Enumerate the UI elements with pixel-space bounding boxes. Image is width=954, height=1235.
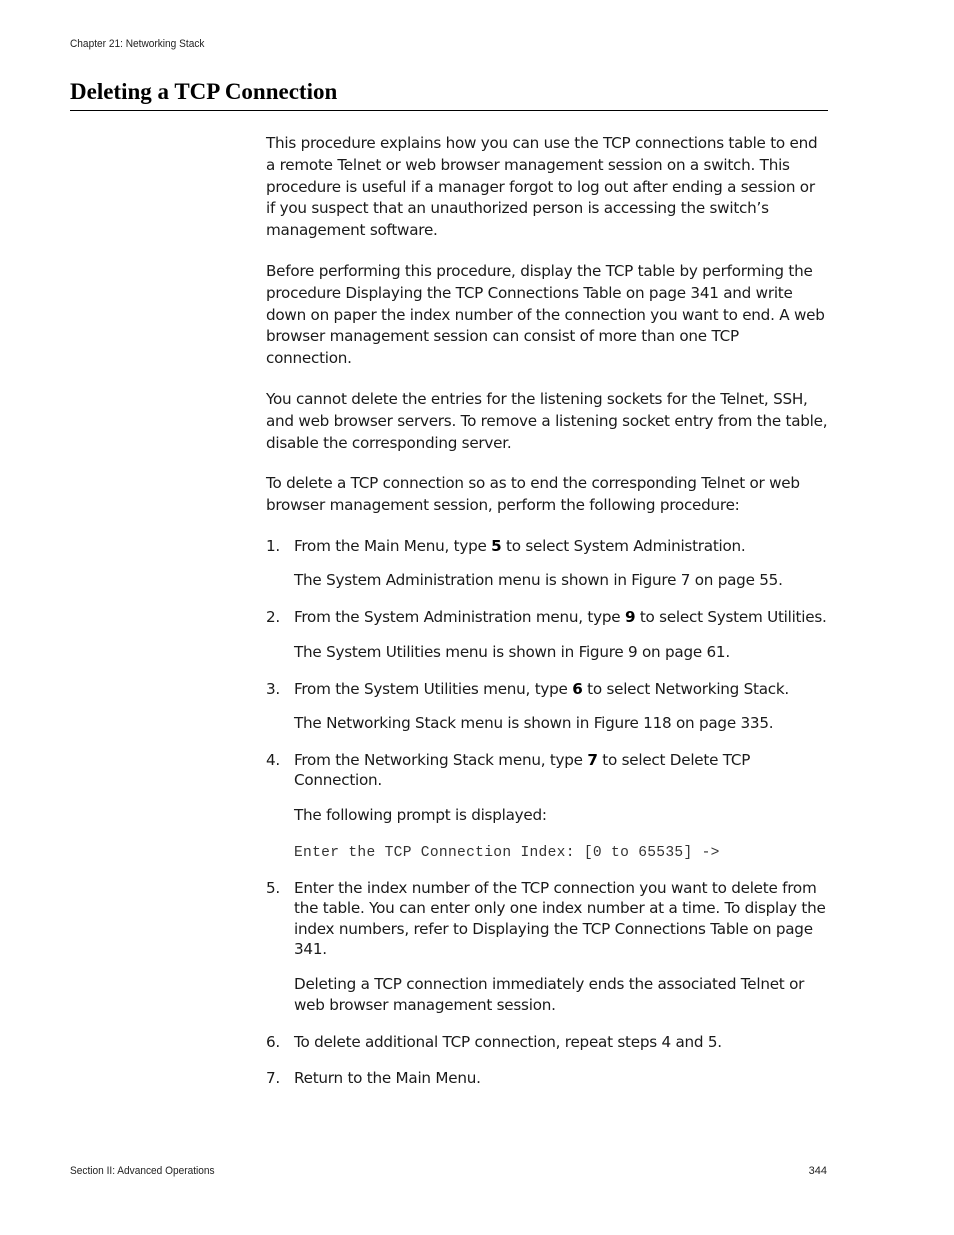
step-number: 1. — [266, 536, 280, 555]
step-6 — [266, 1032, 828, 1053]
step-note: The System Utilities menu is shown in Figure 9 on page 61. — [294, 642, 730, 661]
step-3 — [266, 679, 828, 735]
step-note: Deleting a TCP connection immediately ends the associated Telnet or web browser management session. — [294, 974, 805, 1015]
key-value: 9 — [624, 608, 636, 627]
running-header: Chapter 21: Networking Stack — [70, 38, 205, 50]
paragraph-procedure-intro: To delete a TCP connection so as to end the corresponding Telnet or web browser management session, perform the following procedure: — [266, 474, 800, 515]
main-content — [266, 133, 828, 1103]
page-number: 344 — [808, 1165, 827, 1177]
step-number: 6. — [266, 1033, 280, 1052]
step-2 — [266, 607, 828, 663]
step-text: Return to the Main Menu. — [294, 1068, 481, 1087]
step-number: 5. — [266, 878, 280, 897]
step-5 — [266, 878, 828, 1018]
step-number: 3. — [266, 679, 280, 698]
key-value: 7 — [587, 750, 598, 769]
step-text: To delete additional TCP connection, repeat steps 4 and 5. — [294, 1033, 722, 1052]
procedure-steps — [266, 536, 828, 1088]
step-note: The System Administration menu is shown in Figure 7 on page 55. — [294, 571, 783, 590]
step-note: The following prompt is displayed: — [294, 805, 547, 824]
step-number: 7. — [266, 1068, 280, 1087]
footer-section: Section II: Advanced Operations — [70, 1165, 215, 1177]
step-text: From the System Utilities menu, type 6 to select Networking Stack. — [294, 679, 790, 698]
step-note: The Networking Stack menu is shown in Figure 118 on page 335. — [294, 714, 774, 733]
step-text: From the Networking Stack menu, type 7 to select Delete TCP Connection. — [294, 750, 751, 790]
page-title: Deleting a TCP Connection — [70, 78, 828, 111]
step-text: Enter the index number of the TCP connection you want to delete from the table. You can enter only one index number at a time. To display the index numbers, refer to Displaying the TCP Connections Table on page 341. — [294, 878, 826, 959]
prompt-code: Enter the TCP Connection Index: [0 to 65535] -> — [294, 844, 720, 861]
paragraph-listening-sockets: You cannot delete the entries for the listening sockets for the Telnet, SSH, and web browser servers. To remove a listening socket entry from the table, disable the corresponding server. — [266, 389, 828, 452]
key-value: 6 — [572, 679, 583, 698]
step-text: From the System Administration menu, type 9 to select System Utilities. — [294, 608, 827, 627]
step-text: From the Main Menu, type 5 to select System Administration. — [294, 536, 746, 555]
paragraph-before: Before performing this procedure, display the TCP table by performing the procedure Displaying the TCP Connections Table on page 341 and write down on paper the index number of the connection you want to end. A web browser management session can consist of more than one TCP connection. — [266, 261, 825, 368]
step-number: 2. — [266, 608, 280, 627]
paragraph-intro: This procedure explains how you can use the TCP connections table to end a remote Telnet or web browser management session on a switch. This procedure is useful if a manager forgot to log out after ending a session or if you suspect that an unauthorized person is accessing the switch’s management software. — [266, 134, 818, 240]
step-1 — [266, 536, 828, 592]
step-4 — [266, 750, 828, 863]
step-number: 4. — [266, 750, 280, 769]
step-7 — [266, 1068, 828, 1089]
key-value: 5 — [491, 536, 502, 555]
